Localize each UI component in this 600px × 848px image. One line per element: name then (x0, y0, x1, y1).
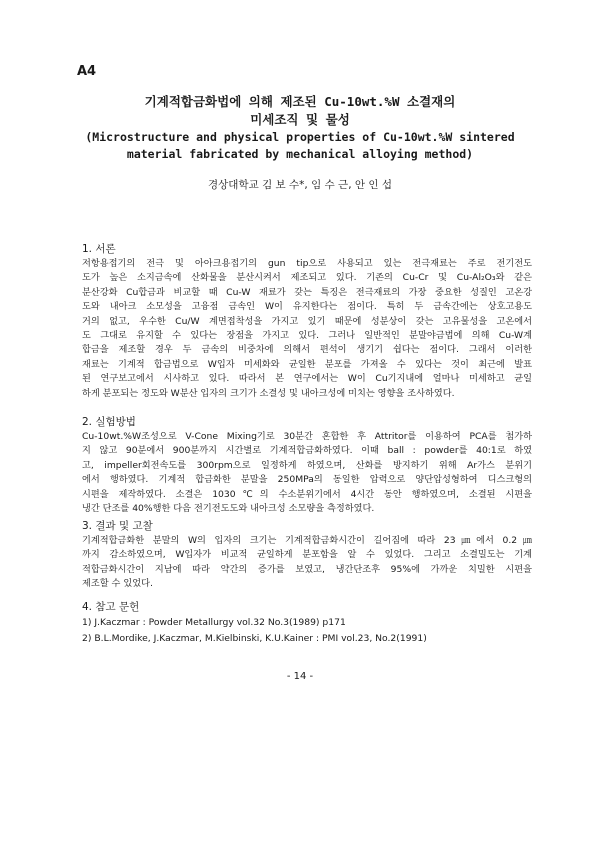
section-introduction (82, 242, 532, 401)
text-line: 저항용접기의 전극 및 아아크용접기의 gun tip으로 사용되고 있는 전극재료는 주로 전기전도 (82, 258, 532, 269)
text-line: 분산강화 Cu합금과 비교할 때 Cu-W 재료가 갖는 특징은 전극재료의 가장 중요한 성질인 고온강 (82, 286, 532, 298)
reference-item: 1) J.Kaczmar : Powder Metallurgy vol.32 No.3(1989) p171 (82, 617, 346, 628)
text-line: 기계적합금화한 분말의 W의 입자의 크기는 기계적합금화시간이 길어짐에 따라 23㎛에서 0.2㎛ (82, 535, 532, 546)
text-line: 재료는 기계적 합금법으로 W입자 미세화와 균일한 분포를 가져올 수 있다는 것이 최근에 발표 (82, 358, 532, 370)
text-line: Cu-10wt.%W조성으로 V-Cone Mixing기로 30분간 혼합한 후 Attritor를 이용하여 PCA를 첨가하 (82, 431, 532, 442)
section-body (82, 257, 532, 401)
text-line: 합금을 제조할 경우 두 금속의 비중차에 의해서 편석이 생기기 쉽다는 점이다. 그래서 이러한 (82, 344, 532, 356)
page-id: A4 (77, 64, 97, 79)
reference-item: 2) B.L.Mordike, J.Kaczmar, M.Kielbinski, K.U.Kainer : PMI vol.23, No.2(1991) (82, 633, 427, 644)
section-heading: 4. 참고 문헌 (82, 601, 140, 613)
text-line: 도와 내아크 소모성을 고융점 금속인 W이 유지한다는 점이다. 특히 두 금속간에는 상호고용도 (82, 301, 532, 313)
section-body (82, 534, 532, 592)
text-line: 된 연구보고에서 시사하고 있다. 따라서 본 연구에서는 W이 Cu기지내에 얼마나 미세하고 균일 (82, 373, 532, 385)
text-line: 하게 분포되는 정도와 W분산 입자의 크기가 소결성 및 내아크성에 미치는 영향을 조사하였다. (82, 387, 455, 399)
text-line: 적합금화시간이 지남에 따라 약간의 증가를 보였고, 냉간단조후 95%에 가까운 치밀한 시편을 (82, 563, 532, 575)
section-references (82, 600, 532, 647)
section-heading: 3. 결과 및 고찰 (82, 520, 153, 532)
section-method (82, 415, 532, 516)
section-heading: 2. 실험방법 (82, 416, 136, 428)
page-number: - 14 - (286, 671, 314, 682)
text-line: 냉간 단조를 40%행한 다음 전기전도도와 내아크성 소모량을 측정하였다. (82, 503, 375, 515)
text-line: 고, impeller회전속도를 300rpm으로 일정하게 하였으며, 산화를 방지하기 위해 Ar가스 분위기 (82, 459, 532, 471)
section-heading: 1. 서론 (82, 243, 116, 255)
title-korean-line-2: 미세조직 및 물성 (250, 112, 350, 127)
title-english-line-2: material fabricated by mechanical alloying method) (126, 147, 474, 161)
text-line: 도가 높은 소지금속에 산화물을 분산시켜서 제조되고 있다. 기존의 Cu-Cr 및 Cu-Al₂O₃와 같은 (82, 272, 532, 284)
text-line: 거의 없고, 우수한 Cu/W 계면접착성을 가지고 있기 때문에 성분상이 갖는 고유물성을 고온에서 (82, 315, 532, 327)
text-line: 지 않고 90분에서 900분까지 시간별로 기계적합금화하였다. 이때 ball : powder를 40:1로 하였 (82, 445, 532, 457)
section-results (82, 519, 532, 592)
text-line: 시편을 제작하였다. 소결은 1030℃의 수소분위기에서 4시간 동안 행하였으며, 소결된 시편을 (82, 488, 532, 500)
text-line: 에서 행하였다. 기계적 합금화한 분말을 250MPa의 동일한 압력으로 양단압성형하여 디스크형의 (82, 474, 532, 486)
title-english-line-1: (Microstructure and physical properties of Cu-10wt.%W sintered (85, 130, 515, 144)
text-line: 까지 감소하였으며, W입자가 비교적 균일하게 분포함을 알 수 있었다. 그리고 소결밀도는 기계 (82, 549, 532, 561)
authors: 경상대학교 김 보 수*, 임 수 근, 안 인 섭 (208, 179, 392, 191)
text-line: 제조할 수 있었다. (82, 578, 153, 590)
section-body (82, 430, 532, 516)
text-line: 도 그대로 유지할 수 있다는 장점을 가지고 있다. 그러나 일반적인 분말야금법에 의해 Cu-W계 (82, 330, 532, 342)
title-korean-line-1: 기계적합금화법에 의해 제조된 Cu-10wt.%W 소결재의 (144, 94, 456, 109)
title-block (60, 93, 540, 163)
